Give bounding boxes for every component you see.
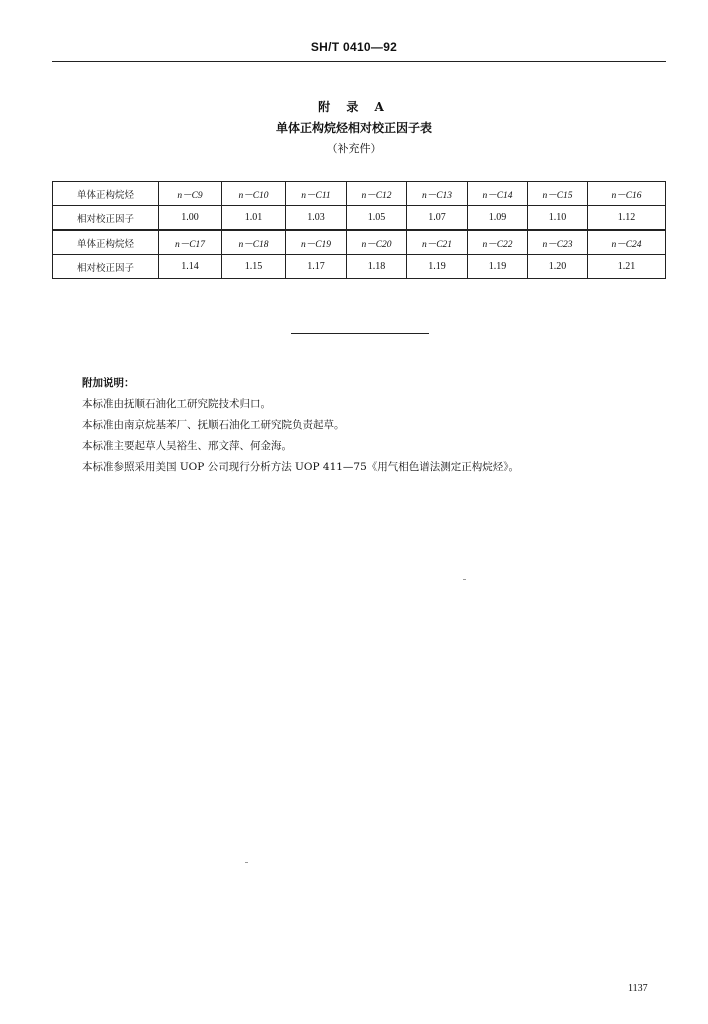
table-cell: 1.00 <box>159 206 222 231</box>
table-cell: 1.19 <box>407 255 468 279</box>
row-label: 单体正构烷烃 <box>53 230 159 255</box>
table-row <box>53 182 666 206</box>
table-cell: 1.15 <box>222 255 286 279</box>
table-cell: 1.21 <box>588 255 666 279</box>
table-cell: 1.18 <box>347 255 407 279</box>
table-cell: 1.20 <box>528 255 588 279</box>
table-row <box>53 255 666 279</box>
table-cell: 1.05 <box>347 206 407 231</box>
table-cell: n－C24 <box>588 230 666 255</box>
appendix-note: （补充件） <box>326 142 382 155</box>
row-label: 单体正构烷烃 <box>53 182 159 206</box>
scan-speck <box>245 862 248 863</box>
table-cell: 1.14 <box>159 255 222 279</box>
table-cell: 1.12 <box>588 206 666 231</box>
row-label: 相对校正因子 <box>53 206 159 231</box>
notes-line: 本标准主要起草人吴裕生、邢文萍、何金海。 <box>82 440 292 452</box>
notes-line: 本标准由南京烷基苯厂、抚顺石油化工研究院负责起草。 <box>82 419 345 431</box>
table-cell: n－C18 <box>222 230 286 255</box>
table-cell: n－C14 <box>468 182 528 206</box>
notes-line: 本标准由抚顺石油化工研究院技术归口。 <box>82 398 271 410</box>
page-header: SH/T 0410—92 <box>310 40 398 54</box>
table-cell: n－C11 <box>286 182 347 206</box>
page-number: 1137 <box>628 983 648 994</box>
table-cell: n－C15 <box>528 182 588 206</box>
notes-line: 本标准参照采用美国 UOP 公司现行分析方法 UOP 411—75《用气相色谱法测定正构烷烃》。 <box>82 461 520 473</box>
appendix-subtitle: 单体正构烷烃相对校正因子表 <box>275 121 432 135</box>
table-cell: n－C16 <box>588 182 666 206</box>
table-cell: 1.17 <box>286 255 347 279</box>
scan-speck <box>463 579 466 580</box>
table-cell: n－C23 <box>528 230 588 255</box>
section-divider <box>291 333 429 334</box>
correction-factor-table <box>52 181 666 279</box>
table-cell: n－C9 <box>159 182 222 206</box>
table-cell: n－C17 <box>159 230 222 255</box>
table-cell: n－C10 <box>222 182 286 206</box>
table-cell: 1.09 <box>468 206 528 231</box>
table-cell: n－C20 <box>347 230 407 255</box>
table-row <box>53 230 666 255</box>
additional-notes <box>82 373 682 478</box>
row-label: 相对校正因子 <box>53 255 159 279</box>
table-cell: n－C19 <box>286 230 347 255</box>
table-cell: 1.19 <box>468 255 528 279</box>
table-row <box>53 206 666 231</box>
table-cell: 1.07 <box>407 206 468 231</box>
table-cell: 1.03 <box>286 206 347 231</box>
table-cell: n－C12 <box>347 182 407 206</box>
table-cell: n－C22 <box>468 230 528 255</box>
table-cell: n－C13 <box>407 182 468 206</box>
table-cell: 1.10 <box>528 206 588 231</box>
table-cell: n－C21 <box>407 230 468 255</box>
notes-heading: 附加说明： <box>82 377 135 389</box>
appendix-title: 附 录 A <box>318 100 390 114</box>
header-rule <box>52 61 666 62</box>
table-cell: 1.01 <box>222 206 286 231</box>
